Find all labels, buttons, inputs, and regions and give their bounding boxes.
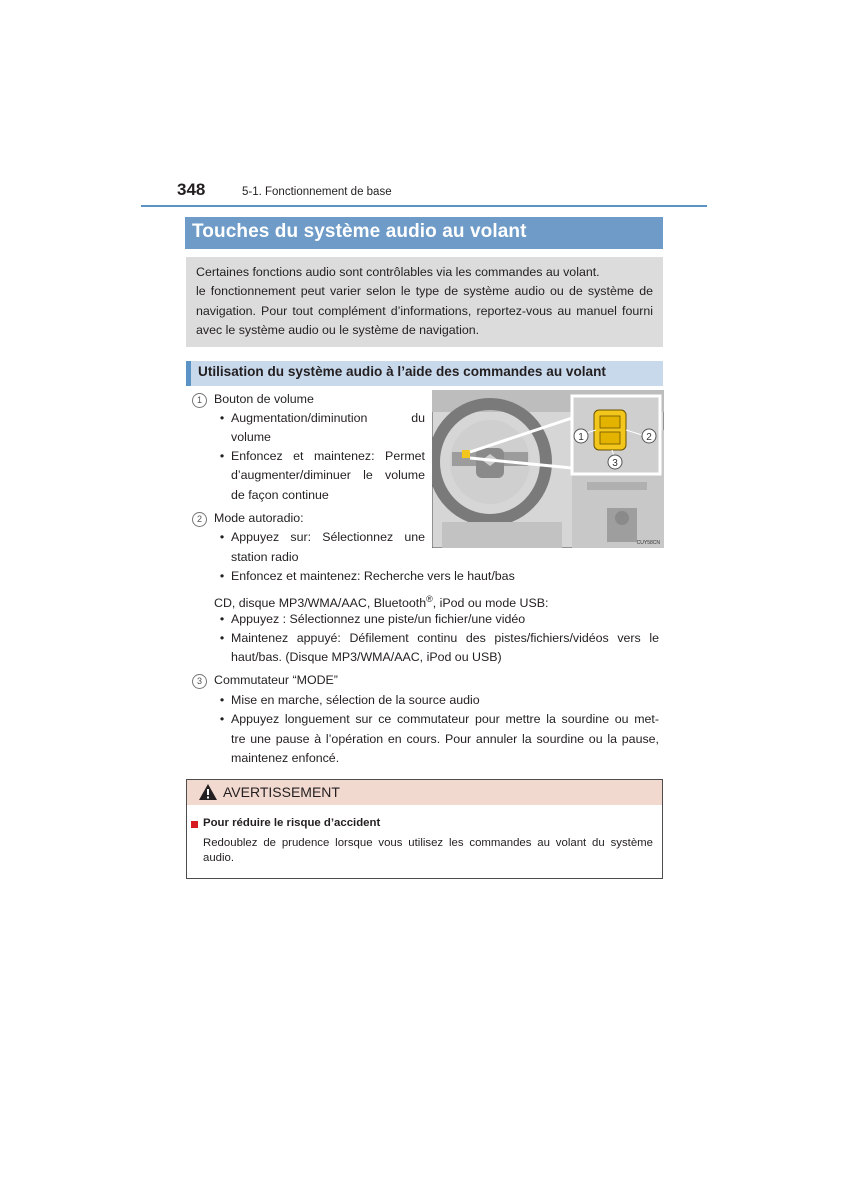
item-2-cd-suffix: , iPod ou mode USB: (432, 596, 549, 611)
subheading: Utilisation du système audio à l’aide des commandes au volant (198, 364, 606, 379)
item-1-bullet-1-text-a: Augmentation/diminution (231, 411, 368, 425)
item-3-bullet-2-line-3: maintenez enfoncé. (231, 751, 340, 765)
warning-triangle-icon (198, 783, 218, 801)
item-1-bullet-1-text-b: du (411, 411, 425, 425)
item-1-bullet-2-line-1: Enfoncez et maintenez: Permet (231, 449, 425, 463)
item-3-bullet-2-line-2: tre une pause à l’opération en cours. Pour annuler la sourdine ou la pause, (231, 732, 659, 746)
intro-line-2: le fonctionnement peut varier selon le type de système audio ou de système de navigation. Pour tout complément d’informations, reportez-vous au manuel fourni avec le système audio ou le système de navigation. (196, 284, 653, 338)
bullet: • (219, 569, 225, 583)
warning-bullet-square (191, 821, 198, 828)
item-1-bullet-2-line-3: de façon continue (231, 488, 329, 502)
bullet: • (219, 530, 225, 544)
intro-text (196, 263, 653, 341)
header-divider (141, 205, 707, 207)
callout-2 (642, 429, 656, 443)
warning-subtitle: Pour réduire le risque d’accident (203, 817, 381, 829)
item-3-label: Commutateur “MODE” (214, 673, 338, 687)
item-number-3: 3 (192, 674, 207, 689)
bullet: • (219, 449, 225, 463)
item-2-cd-prefix: CD, disque MP3/WMA/AAC, Bluetooth (214, 596, 427, 611)
item-1-bullet-1-line-2: volume (231, 430, 271, 444)
item-3-bullet-1-line-1: Mise en marche, sélection de la source audio (231, 693, 480, 707)
callout-1 (574, 429, 588, 443)
item-2-bullet-1-line-2: station radio (231, 550, 299, 564)
intro-line-1: Certaines fonctions audio sont contrôlables via les commandes au volant. (196, 265, 600, 279)
item-2-bullet-1-line-1: Appuyez sur: Sélectionnez une (231, 530, 425, 544)
item-2-cd-bullet-1-line-1: Appuyez : Sélectionnez une piste/un fichier/une vidéo (231, 612, 526, 626)
item-2-bullet-2-line-1: Enfoncez et maintenez: Recherche vers le haut/bas (231, 569, 515, 583)
item-number-1: 1 (192, 393, 207, 408)
bullet: • (219, 631, 225, 645)
item-3-bullet-2-line-1: Appuyez longuement sur ce commutateur pour mettre la sourdine ou met- (231, 712, 659, 726)
bullet: • (219, 411, 225, 425)
item-1-label: Bouton de volume (214, 392, 314, 406)
page-number: 348 (177, 180, 206, 199)
svg-text:2: 2 (646, 432, 652, 443)
item-2-label: Mode autoradio: (214, 511, 304, 525)
steering-wheel-illustration (432, 390, 664, 548)
item-2-cd-bullet-2-line-2: haut/bas. (Disque MP3/WMA/AAC, iPod ou USB) (231, 650, 502, 664)
subheading-accent (186, 361, 191, 386)
bullet: • (219, 712, 225, 726)
section-reference: 5-1. Fonctionnement de base (242, 186, 392, 198)
item-1-bullet-2-line-2: d’augmenter/diminuer le volume (231, 468, 425, 482)
item-number-2: 2 (192, 512, 207, 527)
bullet: • (219, 693, 225, 707)
svg-text:3: 3 (612, 458, 618, 469)
svg-text:1: 1 (578, 432, 584, 443)
registered-mark: ® (426, 594, 433, 604)
warning-title: AVERTISSEMENT (223, 784, 340, 800)
item-2-cd-bullet-2-line-1: Maintenez appuyé: Défilement continu des pistes/fichiers/vidéos vers le (231, 631, 659, 645)
warning-text: Redoublez de prudence lorsque vous utilisez les commandes au volant du système audio. (203, 837, 653, 864)
item-1-bullet-1-line-1 (231, 409, 425, 428)
illustration-code: CUY58CN (636, 540, 660, 546)
callout-3 (608, 455, 622, 469)
page-title: Touches du système audio au volant (192, 221, 527, 242)
bullet: • (219, 612, 225, 626)
